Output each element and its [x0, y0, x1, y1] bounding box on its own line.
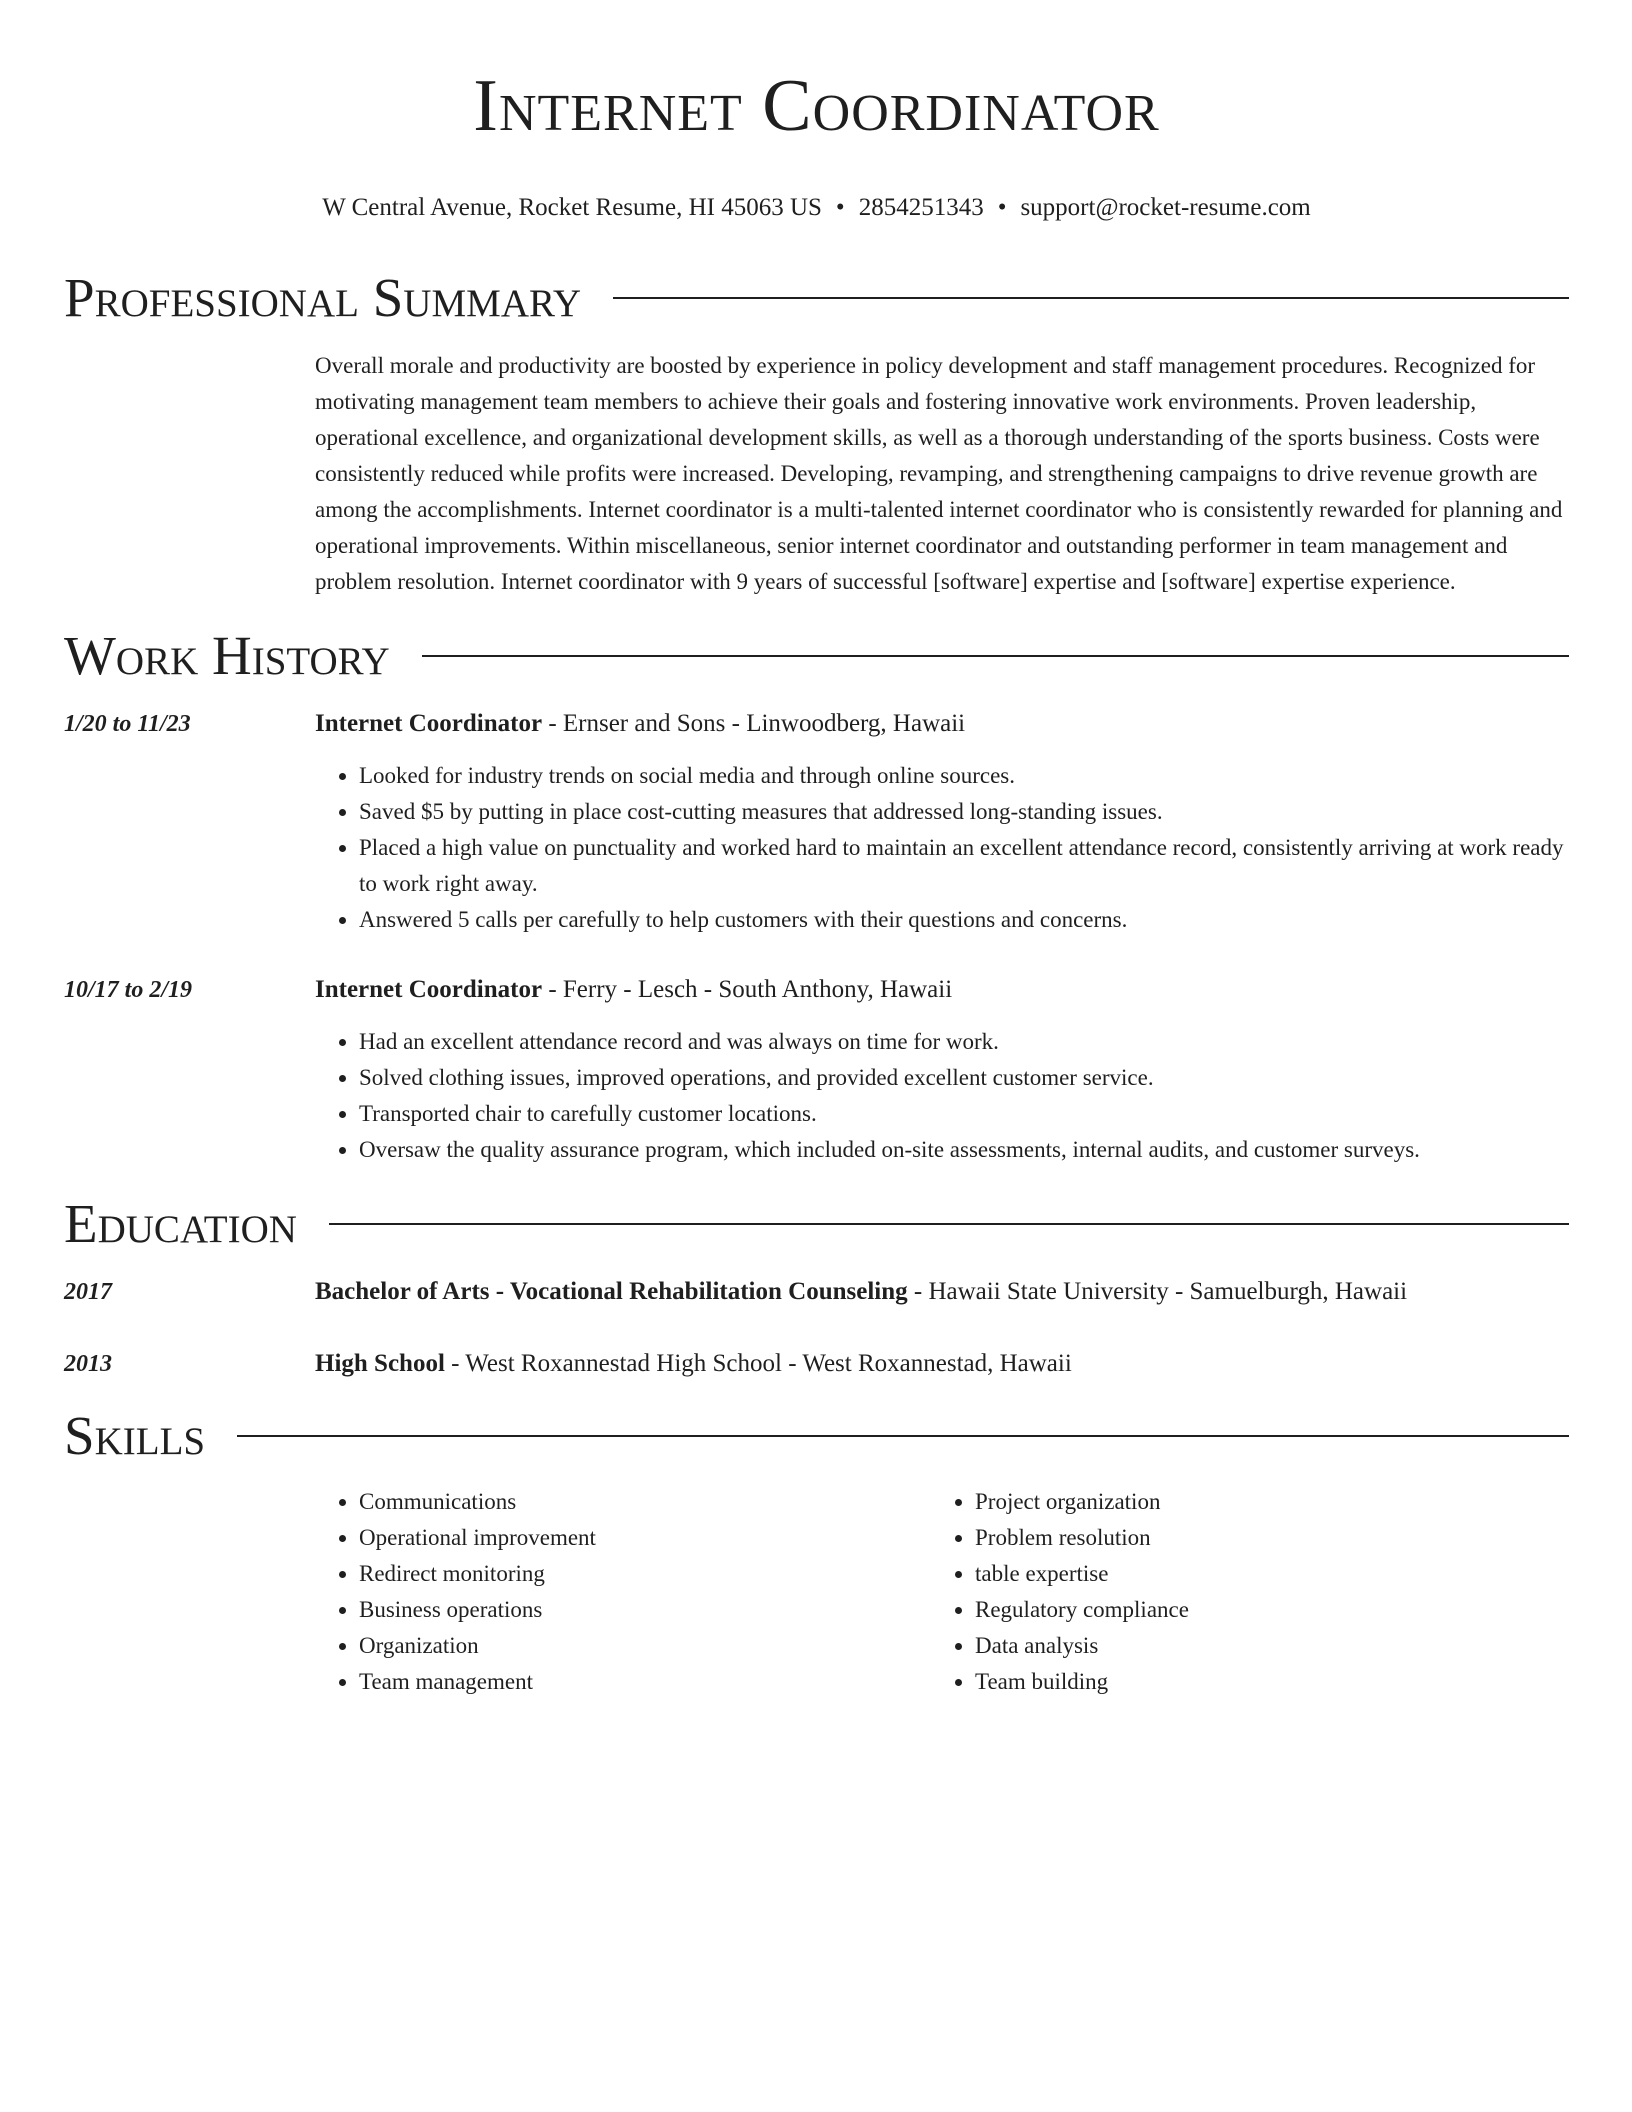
email: support@rocket-resume.com [1020, 194, 1311, 221]
section-divider [237, 1435, 1569, 1437]
skills-list [315, 1484, 1569, 1700]
section-header-skills [64, 1400, 1569, 1472]
address: W Central Avenue, Rocket Resume, HI 45063 US [322, 194, 822, 221]
education-year: 2013 [64, 1351, 112, 1377]
skill-item: • table expertise [975, 1556, 1547, 1592]
list-item: • Oversaw the quality assurance program, which included on-site assessments, internal audits, and customer surveys. [359, 1132, 1569, 1168]
job-details: - Ferry - Lesch - South Anthony, Hawaii [542, 976, 953, 1003]
education-entry [64, 1274, 1569, 1310]
section-header-education [64, 1188, 1569, 1260]
section-title: Professional Summary [64, 267, 582, 328]
education-details: - West Roxannestad High School - West Roxannestad, Hawaii [444, 1350, 1072, 1377]
job-title: Internet Coordinator [315, 976, 543, 1003]
skills-column-left [315, 1484, 931, 1700]
skill-item: • Redirect monitoring [359, 1556, 931, 1592]
skill-item: • Communications [359, 1484, 931, 1520]
skill-item: • Problem resolution [975, 1520, 1547, 1556]
education-year: 2017 [64, 1279, 112, 1305]
skill-item: • Organization [359, 1628, 931, 1664]
work-content [315, 972, 1569, 1168]
work-entry [64, 972, 1569, 1168]
education-entry [64, 1346, 1569, 1382]
phone: 2854251343 [858, 194, 984, 221]
work-dates: 1/20 to 11/23 [64, 711, 191, 737]
skill-item: • Data analysis [975, 1628, 1547, 1664]
separator: • [997, 194, 1007, 221]
work-dates: 10/17 to 2/19 [64, 977, 193, 1003]
summary-text: Overall morale and productivity are boosted by experience in policy development and staff management procedures. Recognized for motivating management team members to achieve their goals and fostering innovative work environments. Proven leadership, operational excellence, and organizational development skills, as well as a thorough understanding of the sports business. Costs were consistently reduced while profits were increased. Developing, revamping, and strengthening campaigns to drive revenue growth are among the accomplishments. Internet coordinator is a multi-talented internet coordinator who is consistently rewarded for planning and operational improvements. Within miscellaneous, senior internet coordinator and outstanding performer in team management and problem resolution. Internet coordinator with 9 years of successful [software] expertise and [software] expertise experience. [315, 353, 1563, 594]
section-divider [329, 1223, 1569, 1225]
separator: • [835, 194, 845, 221]
work-content [315, 706, 1569, 938]
page-title: Internet Coordinator [473, 65, 1160, 147]
list-item: • Saved $5 by putting in place cost-cutting measures that addressed long-standing issues. [359, 794, 1569, 830]
job-details: - Ernser and Sons - Linwoodberg, Hawaii [542, 710, 966, 737]
education-heading [315, 1274, 1569, 1310]
degree: High School [315, 1350, 445, 1377]
list-item: • Placed a high value on punctuality and worked hard to maintain an excellent attendance record, consistently arriving at work ready to work right away. [359, 830, 1569, 902]
work-entry [64, 706, 1569, 938]
skill-item: • Business operations [359, 1592, 931, 1628]
section-divider [422, 655, 1569, 657]
resume-page [64, 0, 1569, 1700]
section-divider [613, 297, 1569, 299]
list-item: • Had an excellent attendance record and was always on time for work. [359, 1024, 1569, 1060]
skill-item: • Team building [975, 1664, 1547, 1700]
list-item: • Solved clothing issues, improved operations, and provided excellent customer service. [359, 1060, 1569, 1096]
section-title: Education [64, 1193, 297, 1254]
section-header-work [64, 620, 1569, 692]
skill-item: • Project organization [975, 1484, 1547, 1520]
list-item: • Looked for industry trends on social media and through online sources. [359, 758, 1569, 794]
list-item: • Transported chair to carefully customer locations. [359, 1096, 1569, 1132]
job-bullets [315, 1024, 1569, 1168]
job-heading [315, 706, 1569, 742]
skill-item: • Team management [359, 1664, 931, 1700]
education-heading [315, 1346, 1569, 1382]
contact-line [64, 192, 1569, 224]
skill-item: • Regulatory compliance [975, 1592, 1547, 1628]
job-title: Internet Coordinator [315, 710, 543, 737]
skills-column-right [931, 1484, 1547, 1700]
list-item: • Answered 5 calls per carefully to help customers with their questions and concerns. [359, 902, 1569, 938]
section-title: Skills [64, 1405, 206, 1466]
skill-item: • Operational improvement [359, 1520, 931, 1556]
education-details: - Hawaii State University - Samuelburgh, Hawaii [907, 1278, 1408, 1305]
section-header-summary [64, 262, 1569, 334]
job-heading [315, 972, 1569, 1008]
job-bullets [315, 758, 1569, 938]
degree: Bachelor of Arts - Vocational Rehabilitation Counseling [315, 1278, 908, 1305]
section-title: Work History [64, 625, 390, 686]
